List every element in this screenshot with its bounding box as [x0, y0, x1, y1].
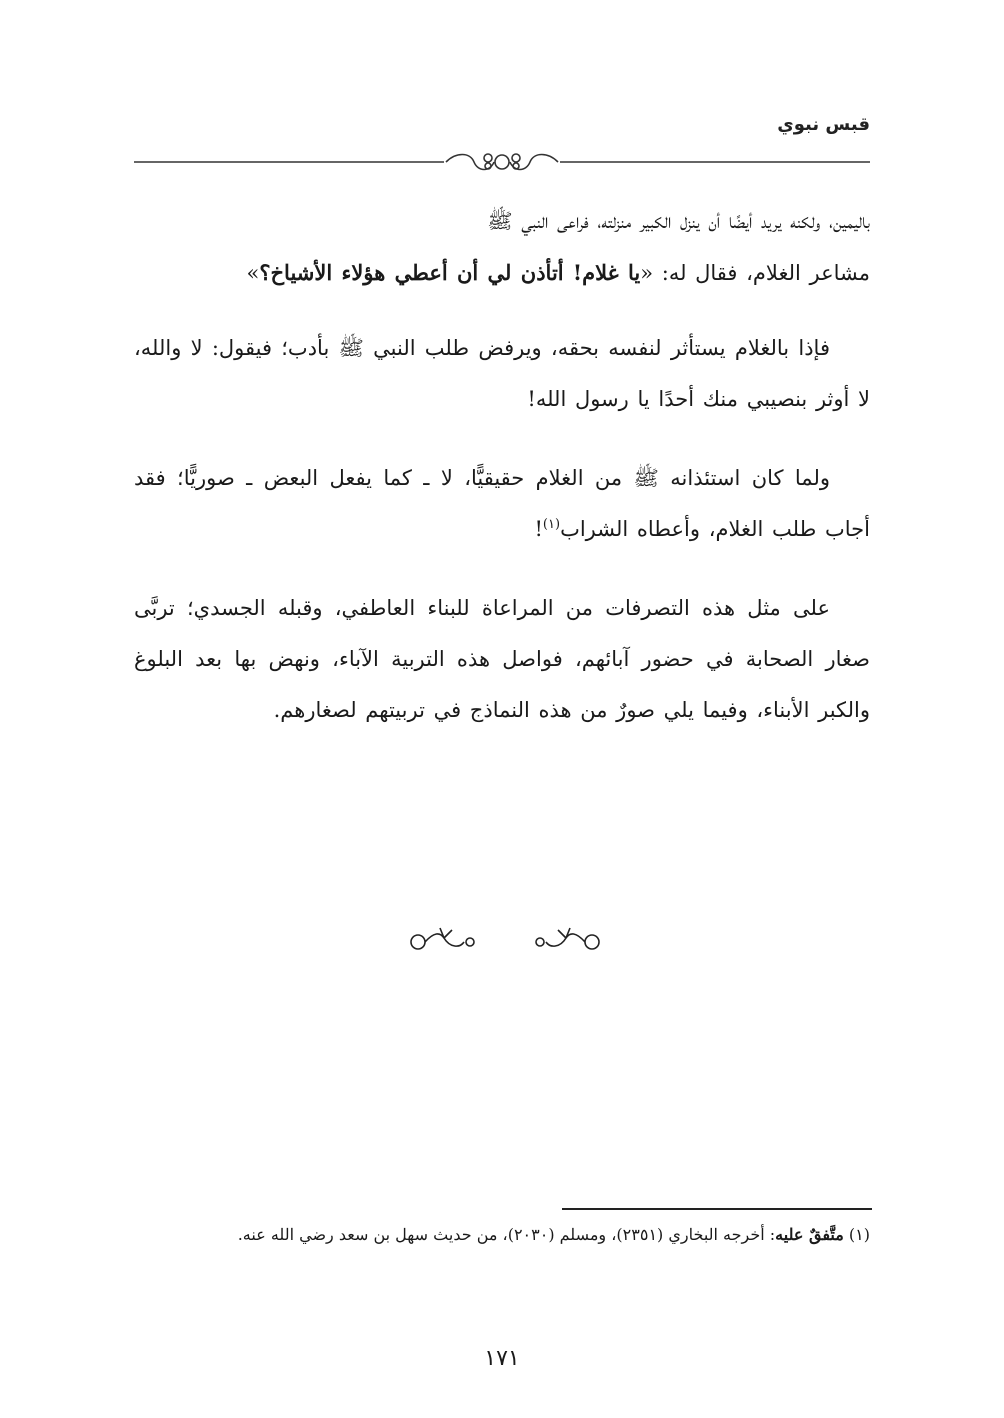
paragraph-4-text: على مثل هذه التصرفات من المراعاة للبناء العاطفي، وقبله الجسدي؛ تربَّى صغار الصحابة في حضور آبائهم، فواصل هذه التربية الآباء، ونهض بها بعد البلوغ والكبر الأبناء، وفيما يلي صورٌ من هذه النماذج في تربيتهم لصغارهم.	[134, 596, 870, 722]
paragraph-3-text: ولما كان استئذانه ﷺ من الغلام حقيقيًّا، لا ـ كما يفعل البعض ـ صوريًّا؛ فقد أجاب طلب الغلام، وأعطاه الشراب	[134, 466, 870, 541]
header-ornament-divider	[134, 150, 870, 174]
paragraph-2	[134, 323, 870, 425]
section-end-ornament	[400, 922, 610, 962]
paragraph-1-line-1: باليمين، ولكنه يريد أيضًا أن ينزل الكبير منزلته، فراعى النبي ﷺ	[487, 209, 870, 233]
footnote-label: متَّفقٌ عليه	[775, 1225, 844, 1244]
paragraph-3-end: !	[534, 517, 543, 541]
footnote-number: (١)	[848, 1225, 870, 1244]
page-number: ١٧١	[484, 1346, 520, 1371]
closing-quote: »	[246, 261, 260, 285]
footnote-separator	[562, 1208, 872, 1210]
paragraph-3	[134, 453, 870, 555]
paragraph-1	[134, 196, 870, 299]
running-header: قبس نبوي	[777, 114, 870, 135]
paragraph-2-text: فإذا بالغلام يستأثر لنفسه بحقه، ويرفض طلب النبي ﷺ بأدب؛ فيقول: لا والله، لا أوثر بنصيبي منك أحدًا يا رسول الله!	[134, 336, 870, 411]
footnote-text: : أخرجه البخاري (٢٣٥١)، ومسلم (٢٠٣٠)، من حديث سهل بن سعد رضي الله عنه.	[237, 1225, 776, 1244]
footnote	[134, 1221, 870, 1249]
footnote-reference[interactable]: (١)	[542, 517, 561, 532]
paragraph-1-line-2: مشاعر الغلام، فقال له: «	[640, 261, 870, 285]
quoted-speech: يا غلام! أتأذن لي أن أعطي هؤلاء الأشياخ؟	[259, 260, 641, 285]
paragraph-4	[134, 583, 870, 736]
main-text	[134, 196, 870, 764]
